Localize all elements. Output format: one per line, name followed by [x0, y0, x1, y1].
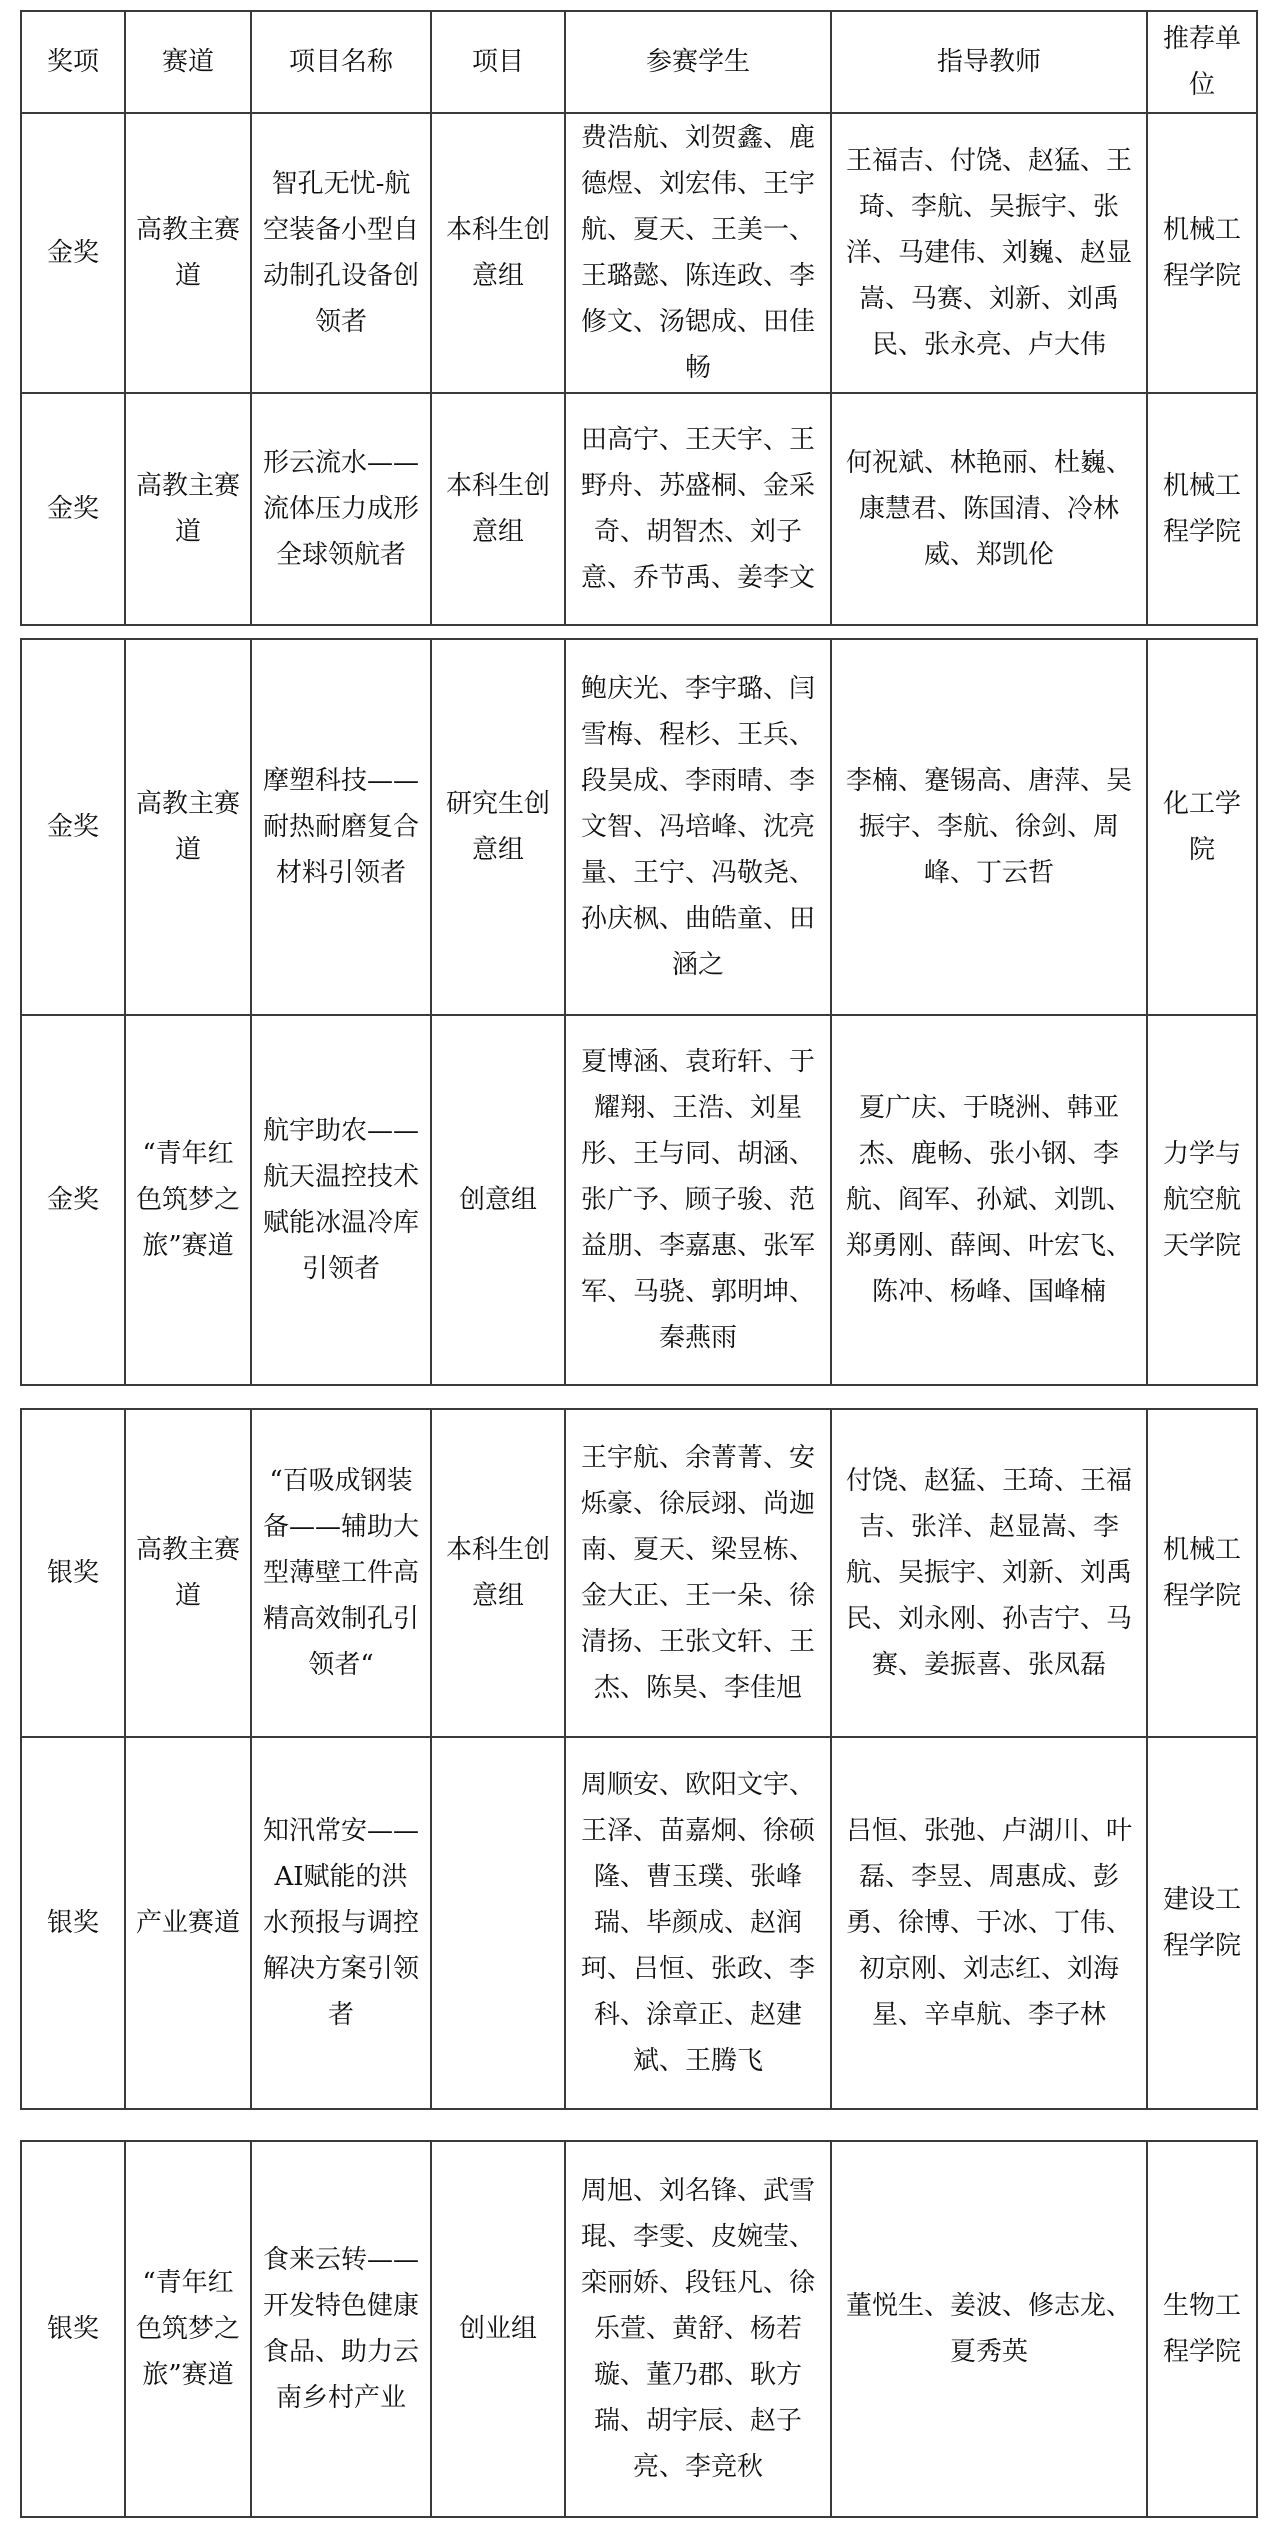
cell-project-name: 知汛常安——AI赋能的洪水预报与调控解决方案引领者 — [251, 1737, 431, 2109]
cell-group: 本科生创意组 — [431, 393, 565, 625]
cell-project-name: “百吸成钢装备——辅助大型薄壁工件高精高效制孔引领者“ — [251, 1409, 431, 1737]
cell-group: 创意组 — [431, 1015, 565, 1385]
cell-track: 高教主赛道 — [125, 1409, 251, 1737]
cell-track: 产业赛道 — [125, 1737, 251, 2109]
cell-group — [431, 1737, 565, 2109]
header-group: 项目 — [431, 11, 565, 113]
cell-unit: 力学与航空航天学院 — [1147, 1015, 1257, 1385]
cell-award: 金奖 — [21, 1015, 125, 1385]
awards-table — [20, 10, 1258, 626]
cell-teachers: 王福吉、付饶、赵猛、王琦、李航、吴振宇、张洋、马建伟、刘巍、赵显嵩、马赛、刘新、刘禹民、张永亮、卢大伟 — [831, 113, 1147, 393]
cell-teachers: 付饶、赵猛、王琦、王福吉、张洋、赵显嵩、李航、吴振宇、刘新、刘禹民、刘永刚、孙吉宁、马赛、姜振喜、张凤磊 — [831, 1409, 1147, 1737]
cell-track: “青年红色筑梦之旅”赛道 — [125, 2141, 251, 2517]
cell-students: 周顺安、欧阳文宇、王泽、苗嘉炯、徐硕隆、曹玉璞、张峰瑞、毕颜成、赵润珂、吕恒、张政、李科、涂章正、赵建斌、王腾飞 — [565, 1737, 831, 2109]
cell-award: 银奖 — [21, 1409, 125, 1737]
header-track: 赛道 — [125, 11, 251, 113]
table-segment-2 — [20, 638, 1256, 1384]
table-row — [21, 1737, 1257, 2109]
header-unit: 推荐单位 — [1147, 11, 1257, 113]
cell-students: 周旭、刘名锋、武雪琨、李雯、皮婉莹、栾丽娇、段钰凡、徐乐萱、黄舒、杨若璇、董乃郡、耿方瑞、胡宇辰、赵子亮、李竞秋 — [565, 2141, 831, 2517]
header-teachers: 指导教师 — [831, 11, 1147, 113]
cell-track: 高教主赛道 — [125, 393, 251, 625]
cell-track: 高教主赛道 — [125, 639, 251, 1015]
table-segment-1 — [20, 10, 1256, 624]
table-row — [21, 639, 1257, 1015]
cell-group: 创业组 — [431, 2141, 565, 2517]
cell-unit: 建设工程学院 — [1147, 1737, 1257, 2109]
cell-teachers: 夏广庆、于晓洲、韩亚杰、鹿畅、张小钢、李航、阎军、孙斌、刘凯、郑勇刚、薛闽、叶宏飞、陈冲、杨峰、国峰楠 — [831, 1015, 1147, 1385]
table-row — [21, 393, 1257, 625]
cell-award: 金奖 — [21, 639, 125, 1015]
cell-group: 研究生创意组 — [431, 639, 565, 1015]
cell-award: 金奖 — [21, 113, 125, 393]
header-students: 参赛学生 — [565, 11, 831, 113]
table-segment-3 — [20, 1408, 1256, 2108]
cell-teachers: 李楠、蹇锡高、唐萍、吴振宇、李航、徐剑、周峰、丁云哲 — [831, 639, 1147, 1015]
cell-group: 本科生创意组 — [431, 1409, 565, 1737]
cell-project-name: 航宇助农——航天温控技术赋能冰温冷库引领者 — [251, 1015, 431, 1385]
cell-teachers: 何祝斌、林艳丽、杜巍、康慧君、陈国清、冷林威、郑凯伦 — [831, 393, 1147, 625]
cell-unit: 机械工程学院 — [1147, 393, 1257, 625]
cell-teachers: 吕恒、张弛、卢湖川、叶磊、李昱、周惠成、彭勇、徐博、于冰、丁伟、初京刚、刘志红、刘海星、辛卓航、李子林 — [831, 1737, 1147, 2109]
cell-unit: 化工学院 — [1147, 639, 1257, 1015]
header-project-name: 项目名称 — [251, 11, 431, 113]
cell-students: 王宇航、余菁菁、安烁豪、徐辰翊、尚迦南、夏天、梁昱栋、金大正、王一朵、徐清扬、王张文轩、王杰、陈昊、李佳旭 — [565, 1409, 831, 1737]
cell-group: 本科生创意组 — [431, 113, 565, 393]
cell-students: 夏博涵、袁珩轩、于耀翔、王浩、刘星彤、王与同、胡涵、张广予、顾子骏、范益朋、李嘉惠、张军军、马骁、郭明坤、秦燕雨 — [565, 1015, 831, 1385]
table-segment-4 — [20, 2140, 1256, 2516]
cell-students: 费浩航、刘贺鑫、鹿德煜、刘宏伟、王宇航、夏天、王美一、王璐懿、陈连政、李修文、汤锶成、田佳畅 — [565, 113, 831, 393]
cell-project-name: 食来云转——开发特色健康食品、助力云南乡村产业 — [251, 2141, 431, 2517]
table-row — [21, 1409, 1257, 1737]
cell-students: 鲍庆光、李宇璐、闫雪梅、程杉、王兵、段昊成、李雨晴、李文智、冯培峰、沈亮量、王宁、冯敬尧、孙庆枫、曲皓童、田涵之 — [565, 639, 831, 1015]
table-row — [21, 1015, 1257, 1385]
cell-award: 银奖 — [21, 2141, 125, 2517]
cell-project-name: 摩塑科技——耐热耐磨复合材料引领者 — [251, 639, 431, 1015]
header-award: 奖项 — [21, 11, 125, 113]
table-row — [21, 2141, 1257, 2517]
cell-unit: 生物工程学院 — [1147, 2141, 1257, 2517]
cell-project-name: 智孔无忧-航空装备小型自动制孔设备创领者 — [251, 113, 431, 393]
header-row — [21, 11, 1257, 113]
cell-track: “青年红色筑梦之旅”赛道 — [125, 1015, 251, 1385]
cell-teachers: 董悦生、姜波、修志龙、夏秀英 — [831, 2141, 1147, 2517]
table-row — [21, 113, 1257, 393]
cell-award: 银奖 — [21, 1737, 125, 2109]
cell-track: 高教主赛道 — [125, 113, 251, 393]
cell-unit: 机械工程学院 — [1147, 1409, 1257, 1737]
cell-project-name: 形云流水——流体压力成形全球领航者 — [251, 393, 431, 625]
cell-award: 金奖 — [21, 393, 125, 625]
cell-unit: 机械工程学院 — [1147, 113, 1257, 393]
cell-students: 田高宁、王天宇、王野舟、苏盛桐、金采奇、胡智杰、刘子意、乔节禹、姜李文 — [565, 393, 831, 625]
